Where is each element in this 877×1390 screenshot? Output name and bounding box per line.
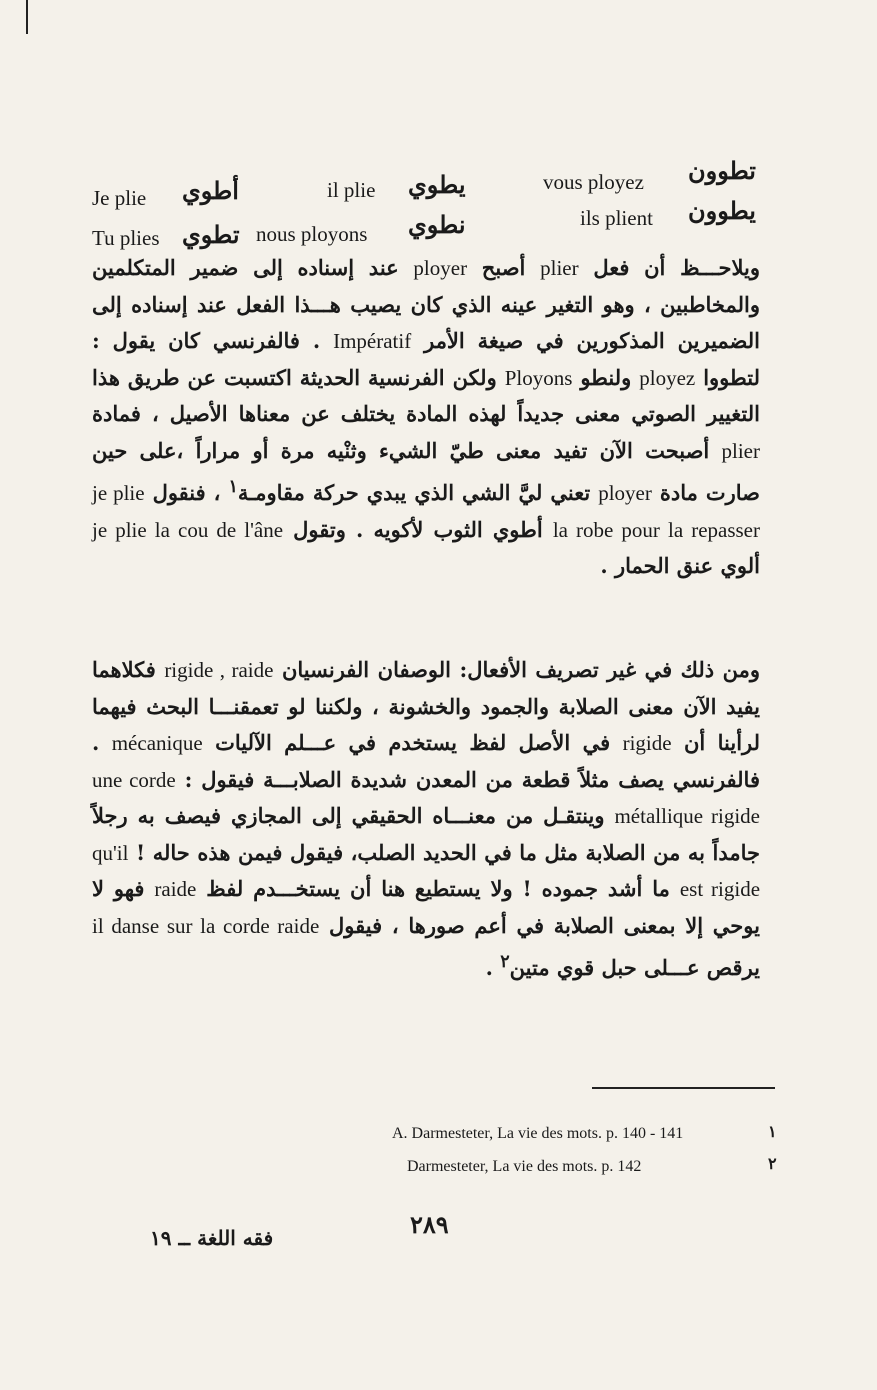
conj-fr-je: Je plie	[92, 186, 147, 210]
footnote-divider	[592, 1087, 775, 1089]
paragraph-ployer: ويلاحـــظ أن فعل plier أصبح ployer عند إسناده إلى ضمير المتكلمين والمخاطبين ، وهو التغير عينه الذي كان يصيب هـــذا الفعل عند إسناده إلى الضميرين المذكورين في صيغة الأمر Impératif . فالفرنسي كان يقول : لتطووا ployez ولنطو Ployons ولكن الفرنسية الحديثة اكتسبت عن طريق هذا التغيير الصوتي معنى جديداً لهذه المادة يختلف عن معناها الأصيل ، فمادة plier أصبحت الآن تفيد معنى طيّ الشيء وثنْيه مرة أو مراراً ،على حين صارت مادة ployer تعني ليَّ الشي الذي يبدي حركة مقاومـة$^١$ ، فنقول je plie la robe pour la repasser أطوي الثوب لأكويه . وتقول je plie la cou de l'âne ألوي عنق الحمار .	[92, 255, 761, 578]
page-number: ٢٨٩	[410, 1210, 449, 1239]
scan-corner-mark	[0, 0, 28, 34]
footnote-text-2: Darmesteter, La vie des mots. p. 142	[407, 1158, 642, 1175]
conj-ar-il: يطوي	[408, 170, 466, 199]
footnote-text-1: A. Darmesteter, La vie des mots. p. 140 - 141	[392, 1125, 684, 1142]
footnote-ref-2: ٢	[500, 952, 510, 972]
conj-fr-ils: ils plient	[580, 206, 653, 230]
conj-ar-nous: نطوي	[408, 210, 466, 239]
conj-ar-tu: تطوي	[182, 220, 240, 249]
footnote-number-2: ٢	[768, 1154, 777, 1173]
conj-fr-nous: nous ployons	[256, 222, 368, 246]
footnote-number-1: ١	[768, 1122, 777, 1141]
conj-fr-il: il plie	[327, 178, 376, 202]
conj-ar-je: أطوي	[182, 176, 239, 205]
signature-mark: فقه اللغة ــ ١٩	[150, 1226, 274, 1250]
conj-ar-vous: تطوون	[688, 156, 756, 185]
conj-fr-vous: vous ployez	[543, 170, 644, 194]
footnote-ref-1: ١	[228, 477, 238, 497]
paragraph-rigide-raide: ومن ذلك في غير تصريف الأفعال: الوصفان الفرنسيان rigide , raide فكلاهما يفيد الآن معنى الصلابة والجمود والخشونة ، ولكننا لو تعمقنـــا البحث فيهما لرأينا أن rigide في الأصل لفظ يستخدم في عـــلم الآليات mécanique . فالفرنسي يصف مثلاً قطعة من المعدن شديدة الصلابـــة فيقول : une corde métallique rigide وينتقـل من معنـــاه الحقيقي إلى المجازي فيصف به رجلاً جامداً به من الصلابة مثل ما في الحديد الصلب، فيقول فيمن هذه حاله ! qu'il est rigide ما أشد جموده ! ولا يستطيع هنا أن يستخـــدم لفظ raide فهو لا يوحي إلا بمعنى الصلابة في أعم صورها ، فيقول il danse sur la corde raide يرقص عـــلى حبل قوي متين$^٢$ .	[92, 657, 761, 980]
conj-fr-tu: Tu plies	[92, 226, 160, 250]
conj-ar-ils: يطوون	[688, 196, 756, 225]
